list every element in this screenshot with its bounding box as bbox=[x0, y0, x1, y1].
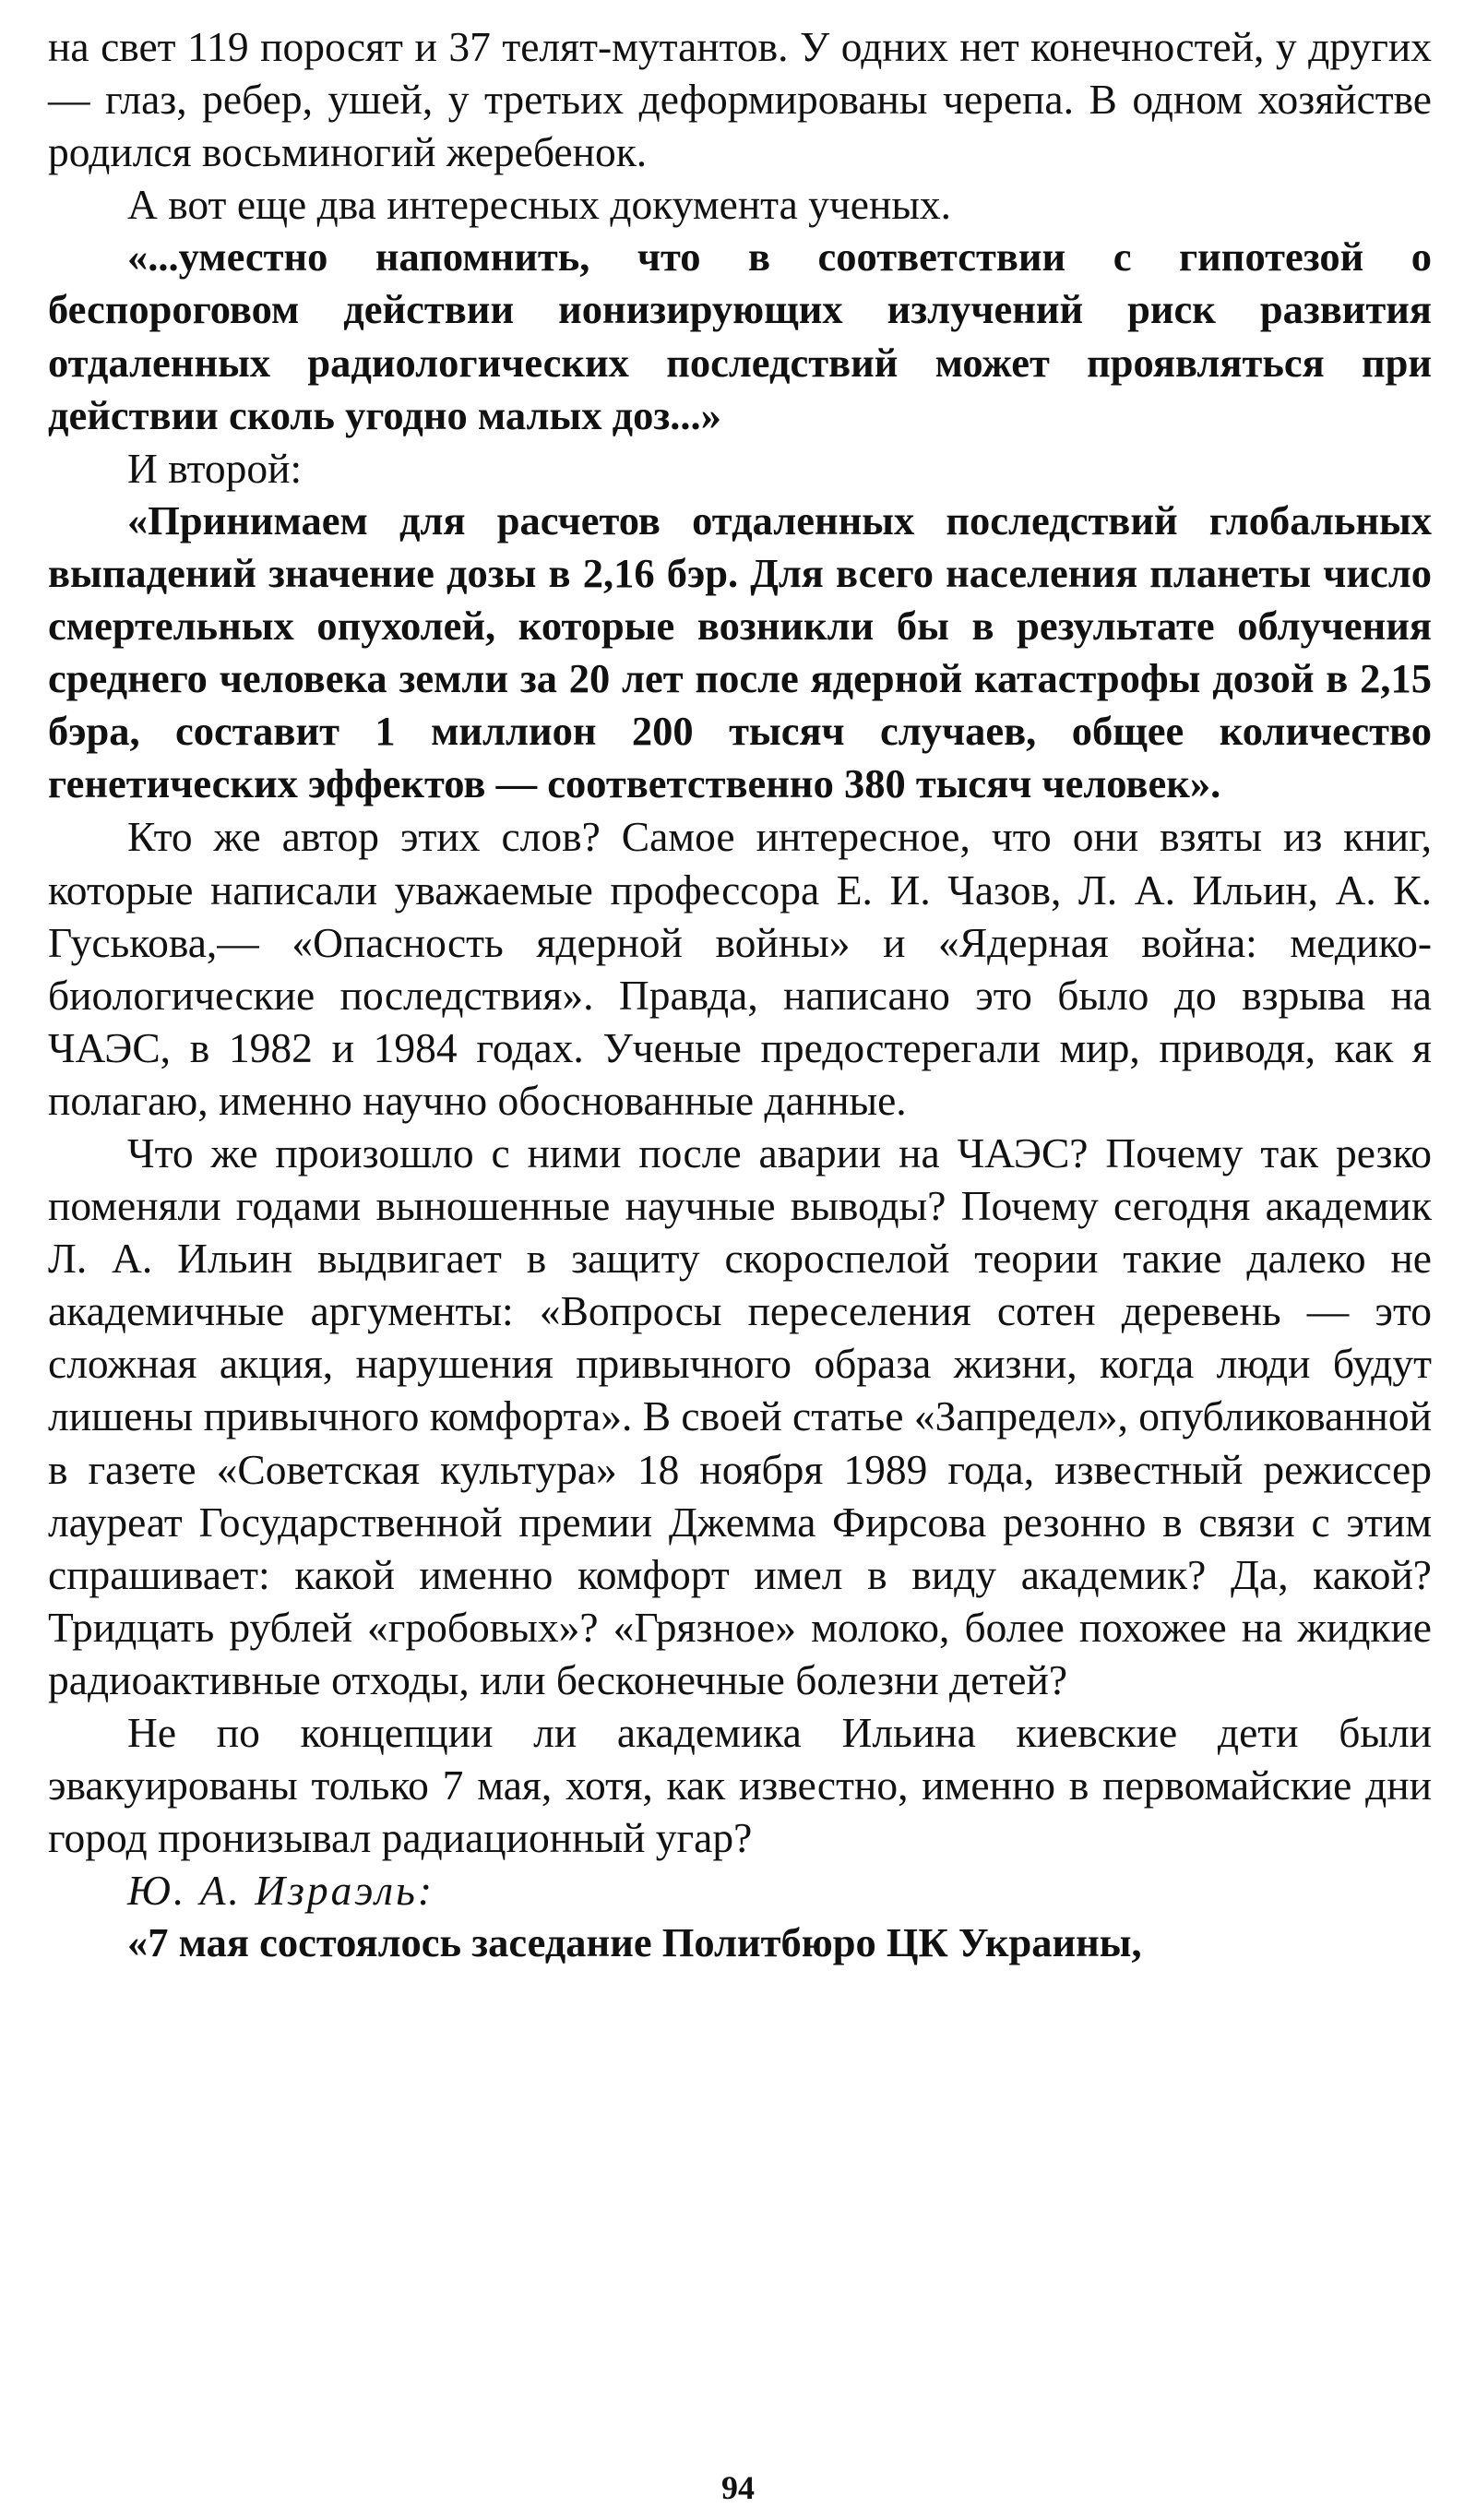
paragraph-two-documents: А вот еще два интересных документа ученых. bbox=[127, 181, 952, 229]
book-page bbox=[48, 20, 1432, 1969]
paragraph-second: И второй: bbox=[127, 444, 303, 492]
page-number: 94 bbox=[721, 2469, 755, 2506]
paragraph-after-accident: Что же произошло с ними после аварии на ЧАЭС? Почему так резко поменяли годами выношенные научные выводы? Почему сегодня академик Л. А. Ильин выдвигает в защиту скороспелой теории такие далеко не академичные аргументы: «Вопросы переселения сотен деревень — это сложная акция, нарушения привычного образа жизни, когда люди будут лишены привычного комфорта». В своей статье «Запредел», опубликованной в газете «Советская культура» 18 ноября 1989 года, известный режиссер лауреат Государственной премии Джемма Фирсова резонно в связи с этим спрашивает: какой именно комфорт имел в виду академик? Да, какой? Тридцать рублей «гробовых»? «Грязное» молоко, более похожее на жидкие радиоактивные отходы, или бесконечные болезни детей? bbox=[48, 1129, 1433, 1703]
paragraph-mutants: на свет 119 поросят и 37 телят-мутантов. У одних нет конечностей, у других — глаз, ребер, ушей, у третьих деформированы черепа. В одном хозяйстве родился восьминогий жеребенок. bbox=[48, 23, 1432, 176]
quote-threshold-hypothesis: «...уместно напомнить, что в соответствии с гипотезой о беспороговом действии ионизирующих излучений риск развития отдаленных радиологических последствий может проявляться при действии сколь угодно малых доз...» bbox=[48, 233, 1432, 438]
paragraph-authors: Кто же автор этих слов? Самое интересное, что они взяты из книг, которые написали уважаемые профессора Е. И. Чазов, Л. А. Ильин, А. К. Гуськова,— «Опасность ядерной войны» и «Ядерная война: медико-биологические последствия». Правда, написано это было до взрыва на ЧАЭС, в 1982 и 1984 годах. Ученые предостерегали мир, приводя, как я полагаю, именно научно обоснованные данные. bbox=[48, 813, 1432, 1124]
quote-politburo: «7 мая состоялось заседание Политбюро ЦК Украины, bbox=[127, 1919, 1142, 1966]
paragraph-kiev-evacuation: Не по концепции ли академика Ильина киевские дети были эвакуированы только 7 мая, хотя, как известно, именно в первомайские дни город пронизывал радиационный угар? bbox=[48, 1709, 1432, 1862]
quote-global-fallout: «Принимаем для расчетов отдаленных последствий глобальных выпадений значение дозы в 2,16 бэр. Для всего населения планеты число смертельных опухолей, которые возникли бы в результате облучения среднего человека земли за 20 лет после ядерной катастрофы дозой в 2,15 бэра, составит 1 миллион 200 тысяч случаев, общее количество генетических эффектов — соответственно 380 тысяч человек». bbox=[48, 496, 1432, 807]
speaker-label: Ю. А. Израэль: bbox=[127, 1867, 434, 1915]
